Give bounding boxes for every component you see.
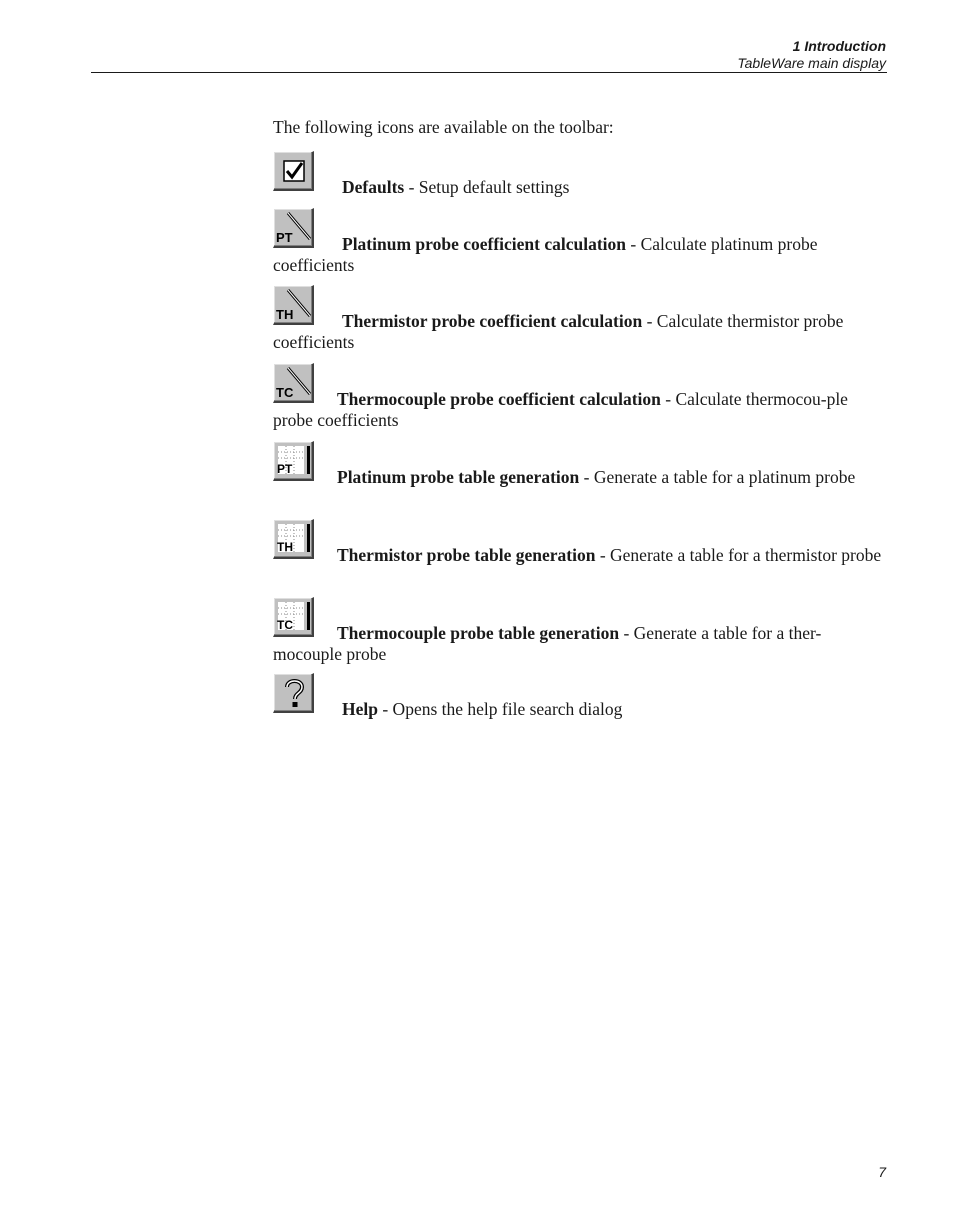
intro-text: The following icons are available on the toolbar: (273, 117, 614, 137)
chapter-title: 1 Introduction (792, 38, 886, 54)
item-desc: - Setup default settings (404, 177, 570, 197)
icon-label-tc: TC (277, 618, 293, 632)
page-number: 7 (878, 1164, 886, 1180)
header-rule (91, 72, 887, 73)
icon-label-pt: PT (276, 230, 293, 245)
icon-label-tc: TC (276, 385, 294, 400)
item-title: Thermistor probe coefficient calculation (342, 311, 643, 331)
page-header (737, 38, 886, 72)
item-text (273, 234, 887, 276)
item-text (273, 545, 887, 566)
item-title: Thermocouple probe coefficient calculation (337, 389, 661, 409)
item-desc: - Generate a table for a platinum probe (579, 467, 856, 487)
item-text (273, 623, 887, 665)
icon-label-th: TH (277, 540, 293, 554)
item-desc: - Calculate platinum probe coefficients (273, 234, 818, 275)
item-desc: - Calculate thermistor probe coefficients (273, 311, 844, 352)
item-text (342, 177, 887, 198)
item-text (342, 699, 887, 720)
content (273, 117, 887, 719)
item-text (273, 389, 887, 431)
item-title: Help (342, 699, 378, 719)
item-title: Platinum probe coefficient calculation (342, 234, 627, 254)
item-desc: - Calculate thermocou-ple probe coefficients (273, 389, 848, 430)
icon-label-pt: PT (277, 462, 293, 476)
item-title: Defaults (342, 177, 405, 197)
item-desc: - Opens the help file search dialog (377, 699, 623, 719)
item-desc: - Generate a table for a thermistor probe (595, 545, 882, 565)
item-text (273, 467, 887, 488)
section-title: TableWare main display (737, 55, 886, 71)
item-title: Thermocouple probe table generation (337, 623, 620, 643)
icon-label-th: TH (276, 307, 294, 322)
help-question-icon[interactable] (273, 673, 314, 713)
defaults-check-icon[interactable] (273, 151, 314, 191)
item-title: Platinum probe table generation (337, 467, 580, 487)
item-title: Thermistor probe table generation (337, 545, 596, 565)
item-text (273, 311, 887, 353)
item-desc: - Generate a table for a ther-mocouple probe (273, 623, 822, 664)
